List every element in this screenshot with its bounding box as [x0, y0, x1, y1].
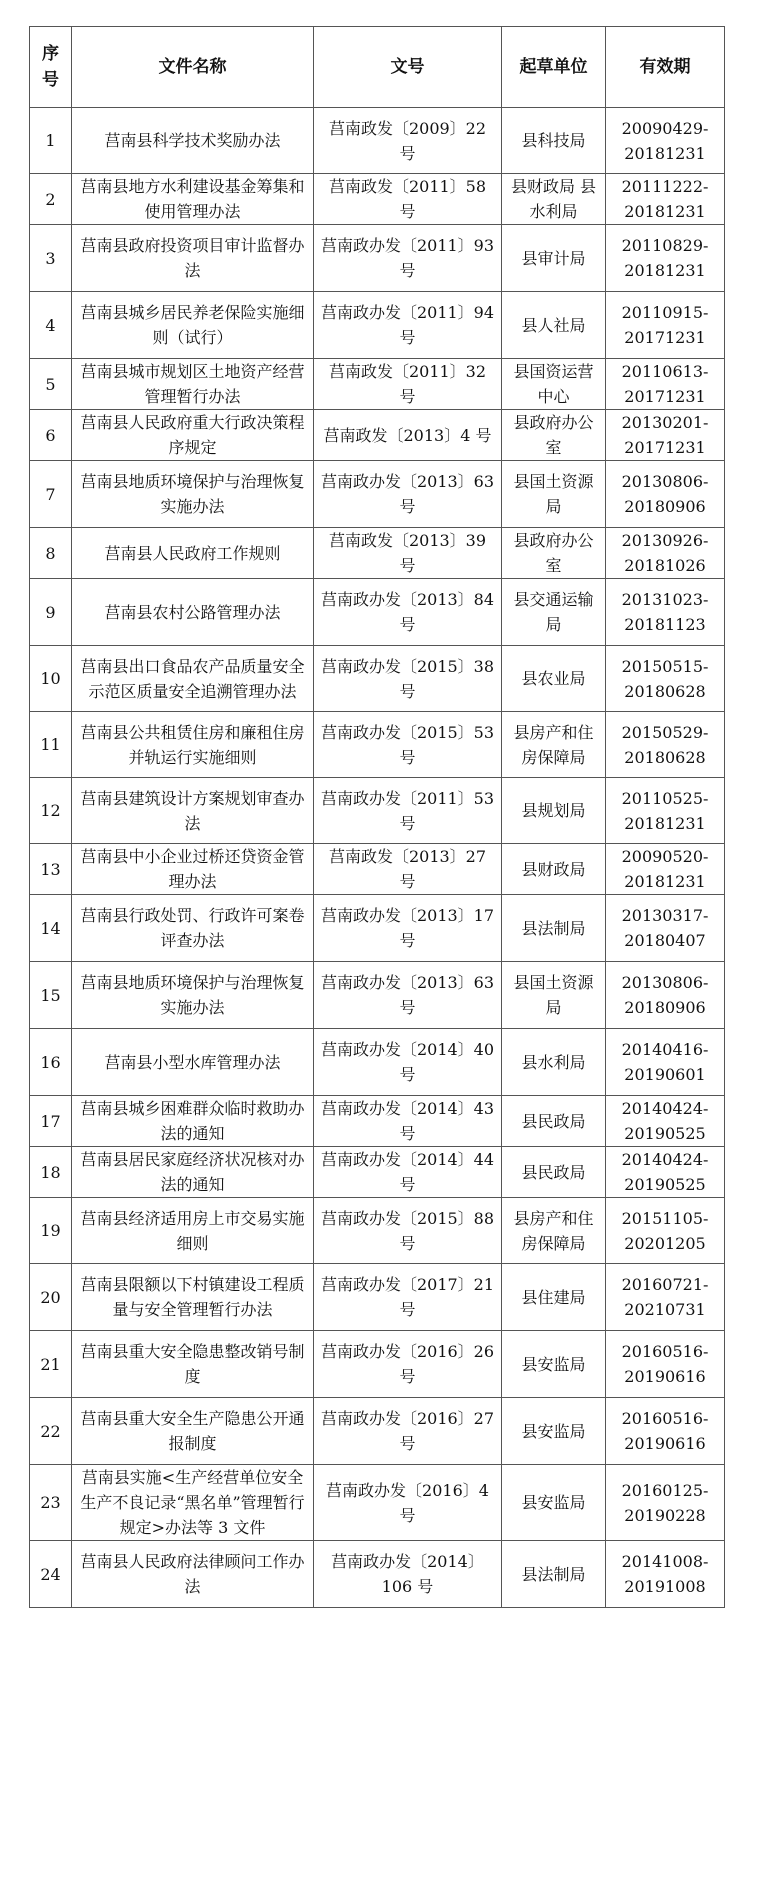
table-row	[30, 461, 725, 528]
cell-dept: 县人社局	[502, 292, 606, 359]
table-row	[30, 962, 725, 1029]
cell-validity: 20090429-20181231	[606, 108, 725, 174]
cell-number: 莒南政发〔2013〕4 号	[314, 410, 502, 461]
table-row	[30, 1398, 725, 1465]
header-validity: 有效期	[606, 27, 725, 108]
cell-dept: 县规划局	[502, 778, 606, 844]
cell-validity: 20111222-20181231	[606, 174, 725, 225]
cell-validity: 20151105-20201205	[606, 1198, 725, 1264]
cell-seq: 17	[30, 1096, 72, 1147]
cell-dept: 县房产和住房保障局	[502, 712, 606, 778]
cell-number: 莒南政发〔2011〕58 号	[314, 174, 502, 225]
cell-dept: 县交通运输局	[502, 579, 606, 646]
cell-validity: 20131023-20181123	[606, 579, 725, 646]
cell-number: 莒南政办发〔2013〕63 号	[314, 461, 502, 528]
cell-dept: 县水利局	[502, 1029, 606, 1096]
cell-dept: 县住建局	[502, 1264, 606, 1331]
cell-dept: 县民政局	[502, 1147, 606, 1198]
cell-dept: 县安监局	[502, 1398, 606, 1465]
table-row	[30, 646, 725, 712]
cell-number: 莒南政办发〔2015〕53 号	[314, 712, 502, 778]
header-dept: 起草单位	[502, 27, 606, 108]
cell-number: 莒南政办发〔2011〕94 号	[314, 292, 502, 359]
cell-number: 莒南政发〔2011〕32 号	[314, 359, 502, 410]
cell-seq: 1	[30, 108, 72, 174]
cell-name: 莒南县科学技术奖励办法	[72, 108, 314, 174]
table-row	[30, 359, 725, 410]
cell-seq: 13	[30, 844, 72, 895]
cell-dept: 县政府办公室	[502, 410, 606, 461]
cell-name: 莒南县重大安全隐患整改销号制度	[72, 1331, 314, 1398]
header-row	[30, 27, 725, 108]
table-row	[30, 1147, 725, 1198]
cell-dept: 县政府办公室	[502, 528, 606, 579]
cell-name: 莒南县人民政府重大行政决策程序规定	[72, 410, 314, 461]
cell-seq: 10	[30, 646, 72, 712]
cell-seq: 22	[30, 1398, 72, 1465]
cell-seq: 12	[30, 778, 72, 844]
cell-validity: 20150515-20180628	[606, 646, 725, 712]
cell-name: 莒南县城乡困难群众临时救助办法的通知	[72, 1096, 314, 1147]
cell-validity: 20130201-20171231	[606, 410, 725, 461]
cell-number: 莒南政发〔2013〕39 号	[314, 528, 502, 579]
cell-number: 莒南政办发〔2011〕53 号	[314, 778, 502, 844]
cell-validity: 20150529-20180628	[606, 712, 725, 778]
table-row	[30, 1465, 725, 1541]
cell-seq: 7	[30, 461, 72, 528]
cell-validity: 20090520-20181231	[606, 844, 725, 895]
cell-seq: 19	[30, 1198, 72, 1264]
table-row	[30, 1541, 725, 1608]
cell-dept: 县财政局	[502, 844, 606, 895]
cell-validity: 20130926-20181026	[606, 528, 725, 579]
cell-seq: 18	[30, 1147, 72, 1198]
cell-name: 莒南县城市规划区土地资产经营管理暂行办法	[72, 359, 314, 410]
cell-number: 莒南政办发〔2016〕27 号	[314, 1398, 502, 1465]
cell-name: 莒南县经济适用房上市交易实施细则	[72, 1198, 314, 1264]
cell-name: 莒南县地方水利建设基金筹集和使用管理办法	[72, 174, 314, 225]
cell-name: 莒南县行政处罚、行政许可案卷评查办法	[72, 895, 314, 962]
cell-number: 莒南政办发〔2014〕106 号	[314, 1541, 502, 1608]
cell-validity: 20110613-20171231	[606, 359, 725, 410]
cell-number: 莒南政办发〔2014〕44 号	[314, 1147, 502, 1198]
table-row	[30, 108, 725, 174]
table-row	[30, 1198, 725, 1264]
cell-name: 莒南县实施<生产经营单位安全生产不良记录“黑名单”管理暂行规定>办法等 3 文件	[72, 1465, 314, 1541]
cell-seq: 21	[30, 1331, 72, 1398]
cell-dept: 县法制局	[502, 895, 606, 962]
cell-number: 莒南政办发〔2013〕84 号	[314, 579, 502, 646]
cell-dept: 县财政局 县水利局	[502, 174, 606, 225]
cell-seq: 23	[30, 1465, 72, 1541]
cell-dept: 县国资运营中心	[502, 359, 606, 410]
cell-seq: 5	[30, 359, 72, 410]
cell-name: 莒南县限额以下村镇建设工程质量与安全管理暂行办法	[72, 1264, 314, 1331]
cell-name: 莒南县人民政府工作规则	[72, 528, 314, 579]
cell-dept: 县安监局	[502, 1331, 606, 1398]
document-table	[29, 26, 725, 1608]
cell-name: 莒南县人民政府法律顾问工作办法	[72, 1541, 314, 1608]
cell-validity: 20130806-20180906	[606, 962, 725, 1029]
table-row	[30, 174, 725, 225]
cell-name: 莒南县建筑设计方案规划审查办法	[72, 778, 314, 844]
cell-validity: 20110829-20181231	[606, 225, 725, 292]
table-row	[30, 225, 725, 292]
cell-dept: 县科技局	[502, 108, 606, 174]
cell-validity: 20160516-20190616	[606, 1331, 725, 1398]
cell-number: 莒南政办发〔2015〕88 号	[314, 1198, 502, 1264]
cell-number: 莒南政办发〔2014〕40 号	[314, 1029, 502, 1096]
cell-seq: 8	[30, 528, 72, 579]
cell-validity: 20140424-20190525	[606, 1147, 725, 1198]
cell-name: 莒南县中小企业过桥还贷资金管理办法	[72, 844, 314, 895]
cell-dept: 县房产和住房保障局	[502, 1198, 606, 1264]
cell-name: 莒南县出口食品农产品质量安全示范区质量安全追溯管理办法	[72, 646, 314, 712]
table-row	[30, 844, 725, 895]
cell-dept: 县民政局	[502, 1096, 606, 1147]
header-seq: 序号	[30, 27, 72, 108]
cell-number: 莒南政发〔2009〕22 号	[314, 108, 502, 174]
cell-number: 莒南政发〔2013〕27 号	[314, 844, 502, 895]
cell-seq: 16	[30, 1029, 72, 1096]
cell-seq: 11	[30, 712, 72, 778]
cell-name: 莒南县居民家庭经济状况核对办法的通知	[72, 1147, 314, 1198]
cell-seq: 4	[30, 292, 72, 359]
cell-validity: 20140416-20190601	[606, 1029, 725, 1096]
cell-dept: 县法制局	[502, 1541, 606, 1608]
cell-number: 莒南政办发〔2013〕17 号	[314, 895, 502, 962]
cell-dept: 县国土资源局	[502, 962, 606, 1029]
table-row	[30, 410, 725, 461]
table-row	[30, 1029, 725, 1096]
cell-number: 莒南政办发〔2017〕21 号	[314, 1264, 502, 1331]
cell-name: 莒南县农村公路管理办法	[72, 579, 314, 646]
cell-validity: 20160516-20190616	[606, 1398, 725, 1465]
table-row	[30, 1096, 725, 1147]
cell-seq: 24	[30, 1541, 72, 1608]
cell-name: 莒南县城乡居民养老保险实施细则（试行）	[72, 292, 314, 359]
table-header	[30, 27, 725, 108]
cell-dept: 县国土资源局	[502, 461, 606, 528]
cell-seq: 3	[30, 225, 72, 292]
cell-seq: 9	[30, 579, 72, 646]
cell-dept: 县审计局	[502, 225, 606, 292]
cell-validity: 20140424-20190525	[606, 1096, 725, 1147]
table-body	[30, 108, 725, 1608]
cell-validity: 20160721-20210731	[606, 1264, 725, 1331]
cell-seq: 15	[30, 962, 72, 1029]
cell-name: 莒南县小型水库管理办法	[72, 1029, 314, 1096]
cell-validity: 20110915-20171231	[606, 292, 725, 359]
cell-name: 莒南县地质环境保护与治理恢复实施办法	[72, 461, 314, 528]
cell-validity: 20160125-20190228	[606, 1465, 725, 1541]
cell-validity: 20141008-20191008	[606, 1541, 725, 1608]
table-row	[30, 778, 725, 844]
cell-name: 莒南县公共租赁住房和廉租住房并轨运行实施细则	[72, 712, 314, 778]
cell-number: 莒南政办发〔2016〕26 号	[314, 1331, 502, 1398]
cell-seq: 6	[30, 410, 72, 461]
table-row	[30, 579, 725, 646]
cell-name: 莒南县重大安全生产隐患公开通报制度	[72, 1398, 314, 1465]
table-row	[30, 1331, 725, 1398]
header-name: 文件名称	[72, 27, 314, 108]
cell-validity: 20110525-20181231	[606, 778, 725, 844]
cell-seq: 14	[30, 895, 72, 962]
table-row	[30, 895, 725, 962]
cell-seq: 20	[30, 1264, 72, 1331]
cell-dept: 县安监局	[502, 1465, 606, 1541]
cell-name: 莒南县政府投资项目审计监督办法	[72, 225, 314, 292]
cell-number: 莒南政办发〔2014〕43 号	[314, 1096, 502, 1147]
cell-number: 莒南政办发〔2015〕38 号	[314, 646, 502, 712]
cell-dept: 县农业局	[502, 646, 606, 712]
table-row	[30, 292, 725, 359]
table-row	[30, 712, 725, 778]
cell-seq: 2	[30, 174, 72, 225]
table-row	[30, 528, 725, 579]
table-row	[30, 1264, 725, 1331]
cell-name: 莒南县地质环境保护与治理恢复实施办法	[72, 962, 314, 1029]
cell-validity: 20130317-20180407	[606, 895, 725, 962]
cell-number: 莒南政办发〔2011〕93 号	[314, 225, 502, 292]
header-number: 文号	[314, 27, 502, 108]
cell-validity: 20130806-20180906	[606, 461, 725, 528]
cell-number: 莒南政办发〔2016〕4 号	[314, 1465, 502, 1541]
cell-number: 莒南政办发〔2013〕63 号	[314, 962, 502, 1029]
